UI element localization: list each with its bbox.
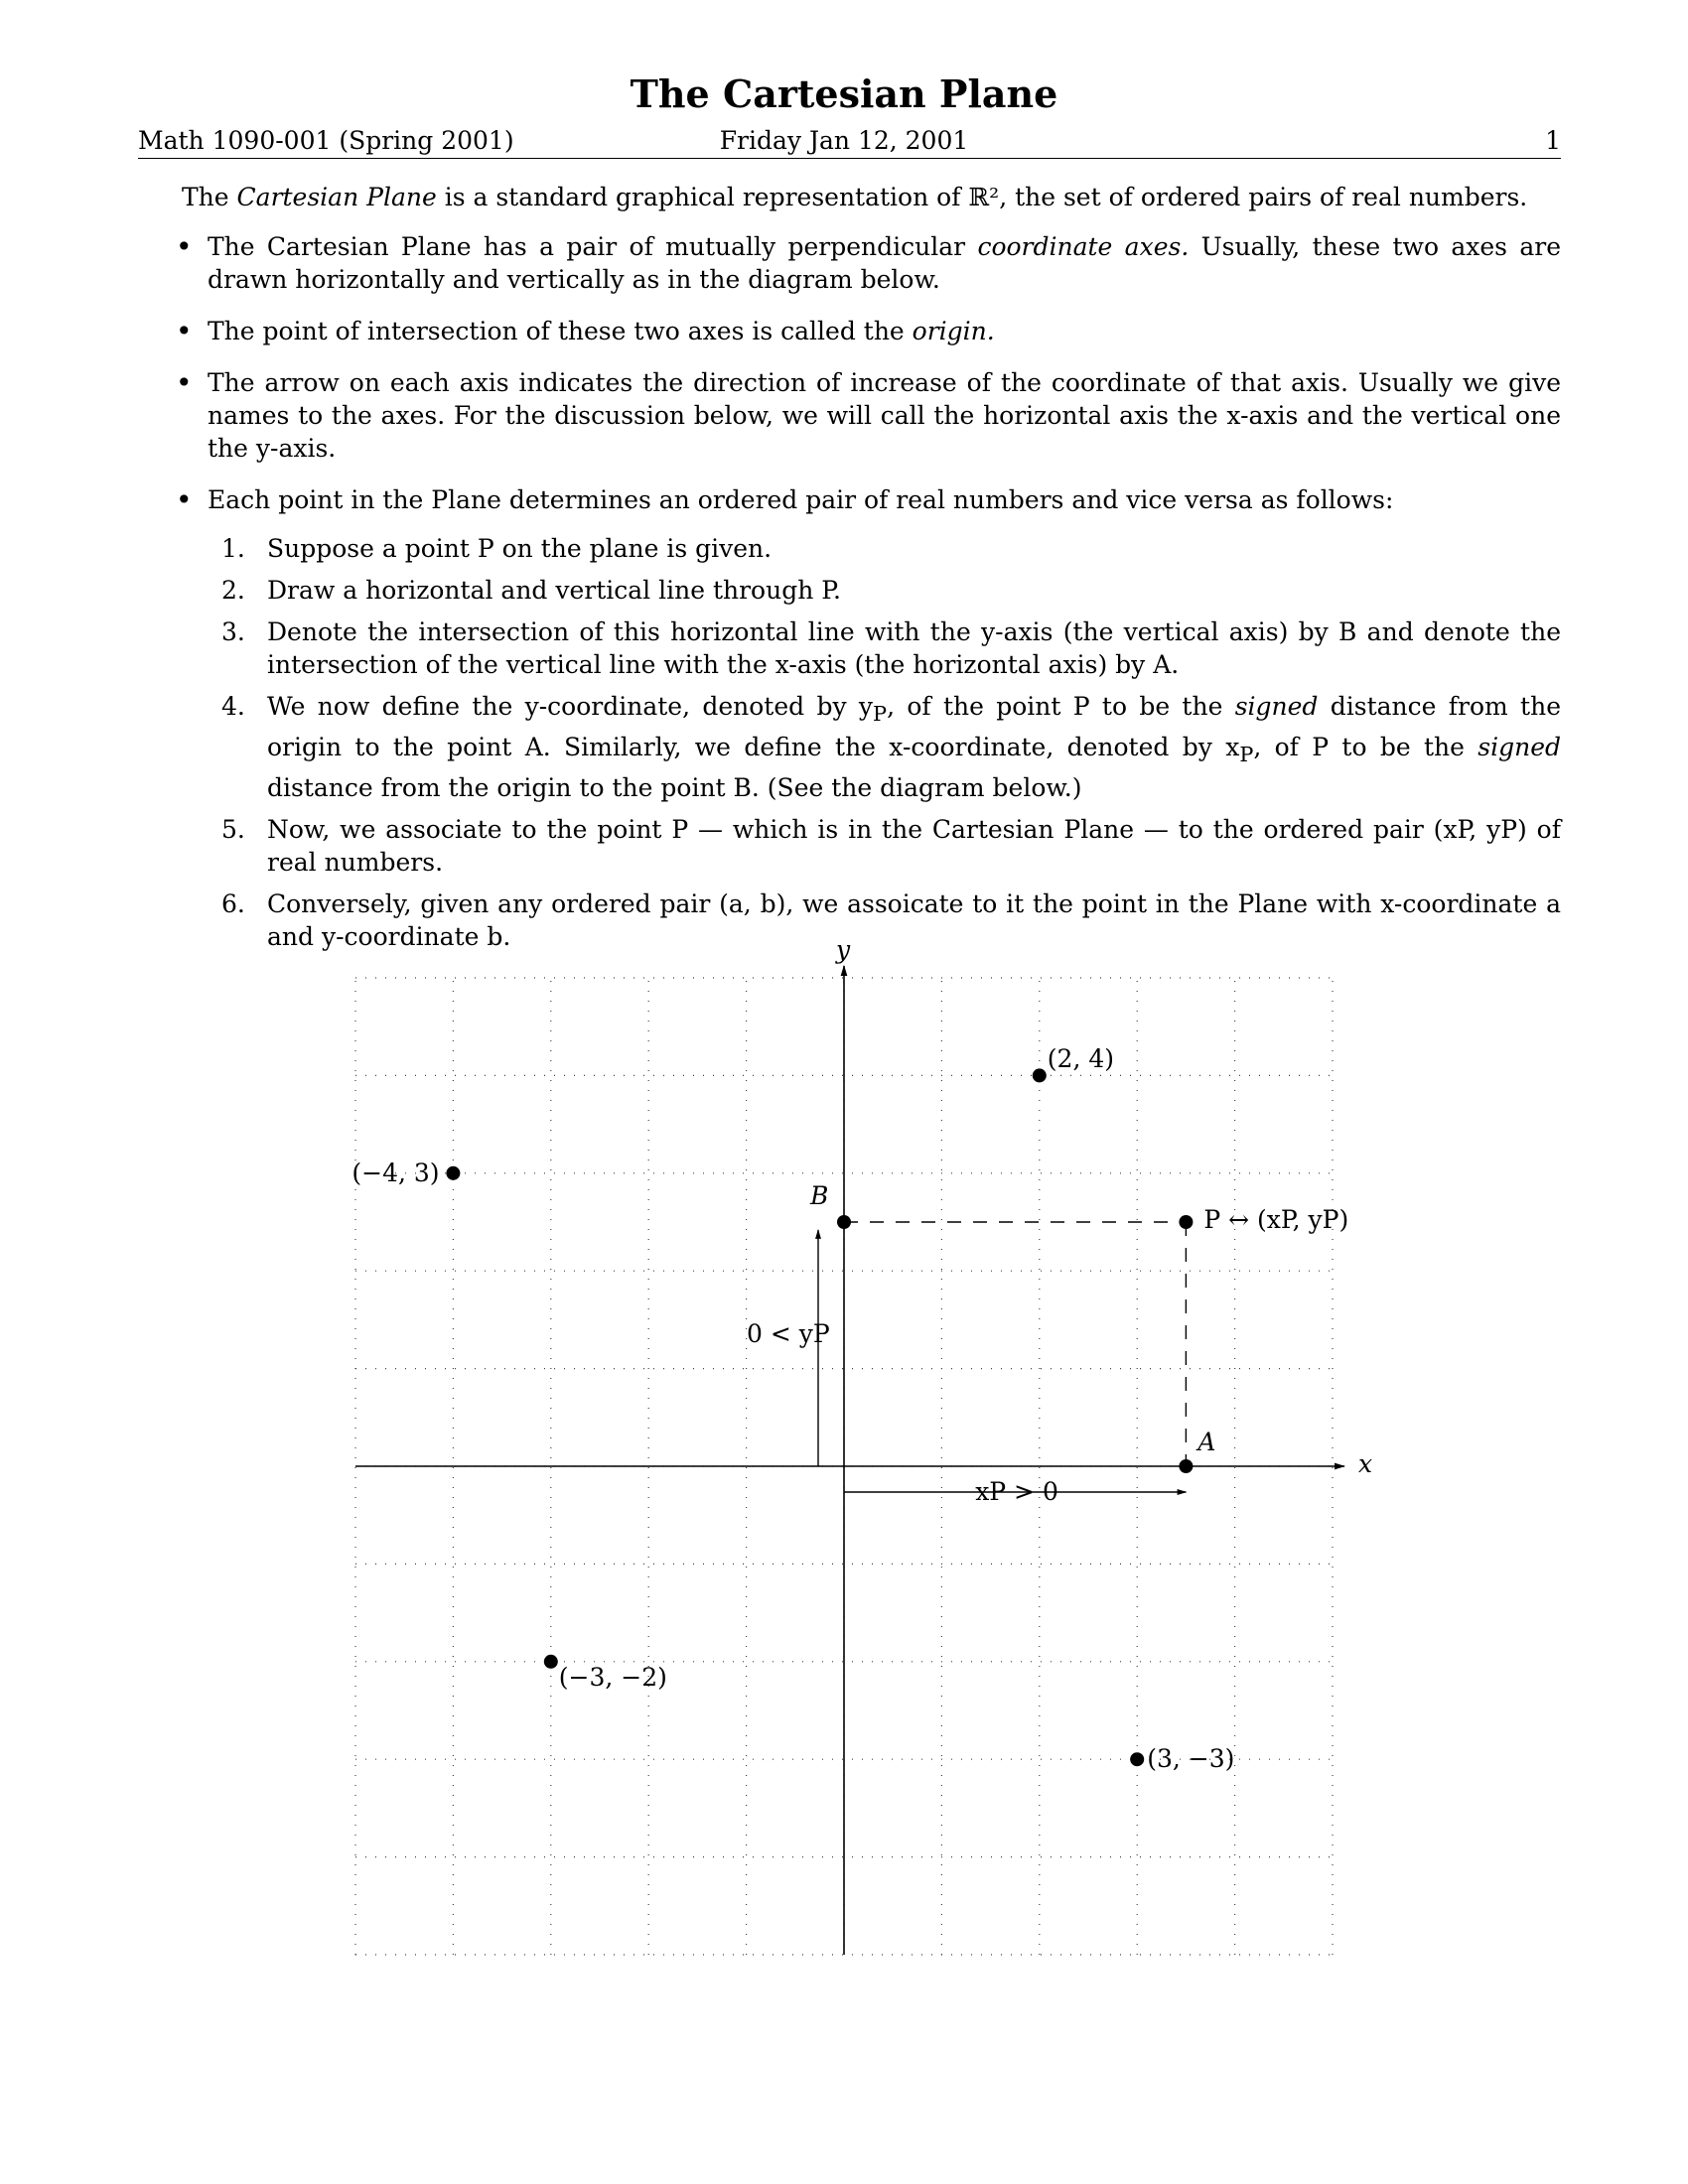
- step-item: 2. Draw a horizontal and vertical line through P.: [221, 576, 841, 605]
- page-title: The Cartesian Plane: [630, 71, 1058, 116]
- data-point: [446, 1166, 460, 1180]
- document-body: [138, 181, 1561, 972]
- data-point-label: (−3, −2): [558, 1662, 667, 1692]
- point-b-label: B: [810, 1181, 829, 1210]
- bullet-item: • The point of intersection of these two axes is called the origin.: [138, 315, 1561, 347]
- page-number: 1: [1545, 126, 1561, 155]
- data-point: [544, 1655, 558, 1669]
- data-point: [1033, 1068, 1047, 1082]
- data-point-label: (3, −3): [1147, 1744, 1235, 1774]
- data-point-label: (2, 4): [1047, 1044, 1115, 1074]
- header-rule: [138, 158, 1561, 159]
- point-a-label: A: [1197, 1428, 1216, 1456]
- point-a: [1179, 1459, 1193, 1473]
- yp-positive-label: 0 < yP: [747, 1319, 830, 1349]
- point-p-label: P ↔ (xP, yP): [1203, 1205, 1349, 1234]
- step-item: 3. Denote the intersection of this horizontal line with the y-axis (the vertical axis) by B and denote the intersection of the vertical line with the x-axis (the horizontal axis) by A.: [221, 617, 1561, 679]
- bullet-item: • Each point in the Plane determines an ordered pair of real numbers and vice versa as follows: 1. Suppose a point P on the plane is given. 2. Draw a horizontal and vertical line through P. 3. Denote the intersection of this horizontal line with the y-axis (the vertical axis) by B and denote the intersection of the vertical line with the x-axis (the horizontal axis) by A. 4. We now define the y-coordinate, denoted by $y_P$, of the point P to be the signed distance from the origin to the point A. Similarly, we define the x-coordinate, denoted by $x_P$, of P to be the signed distance from the origin to the point B. (See the diagram below.) 5. Now, we associate to the point P — which is in the Cartesian Plane — to the ordered pair (xP, yP) of real numbers. 6. Conversely, given any ordered pair (a, b), we assoicate to it the point in the Plane with x-coordinate a and y-coordinate b.: [138, 483, 1561, 953]
- step-item: 5. Now, we associate to the point P — which is in the Cartesian Plane — to the ordered pair (xP, yP) of real numbers.: [221, 815, 1561, 877]
- point-p: [1179, 1215, 1193, 1229]
- data-point: [1130, 1752, 1144, 1766]
- data-point-label: (−4, 3): [352, 1158, 440, 1187]
- point-b: [837, 1215, 851, 1229]
- step-item: 4. We now define the y-coordinate, denoted by $y_P$, of the point P to be the signed distance from the origin to the point A. Similarly, we define the x-coordinate, denoted by $x_P$, of P to be the signed distance from the origin to the point B. (See the diagram below.): [221, 692, 1562, 802]
- course-name: Math 1090-001 (Spring 2001): [138, 126, 514, 155]
- bullet-item: • The arrow on each axis indicates the direction of increase of the coordinate of that axis. Usually we give names to the axes. For the discussion below, we will call the horizontal axis the x-axis and the vertical one the y-axis.: [138, 366, 1561, 465]
- lecture-date: Friday Jan 12, 2001: [719, 126, 969, 155]
- x-axis-label: x: [1358, 1449, 1373, 1478]
- step-item: 6. Conversely, given any ordered pair (a, b), we assoicate to it the point in the Plane with x-coordinate a and y-coordinate b.: [221, 889, 1561, 951]
- bullet-list: [138, 230, 1561, 953]
- cartesian-plane-term: Cartesian Plane: [236, 183, 437, 211]
- y-axis-label: y: [836, 935, 851, 964]
- bullet-item: • The Cartesian Plane has a pair of mutually perpendicular coordinate axes. Usually, these two axes are drawn horizontally and vertically as in the diagram below.: [138, 230, 1561, 296]
- step-list: [208, 532, 1561, 953]
- xp-positive-label: xP > 0: [975, 1477, 1058, 1506]
- intro-paragraph: The Cartesian Plane is a standard graphical representation of ℝ², the set of ordered pairs of real numbers.: [182, 183, 1528, 211]
- step-item: 1. Suppose a point P on the plane is given.: [221, 534, 773, 563]
- cartesian-plane-figure: [338, 935, 1390, 1980]
- cartesian-plane-svg: [338, 935, 1390, 1980]
